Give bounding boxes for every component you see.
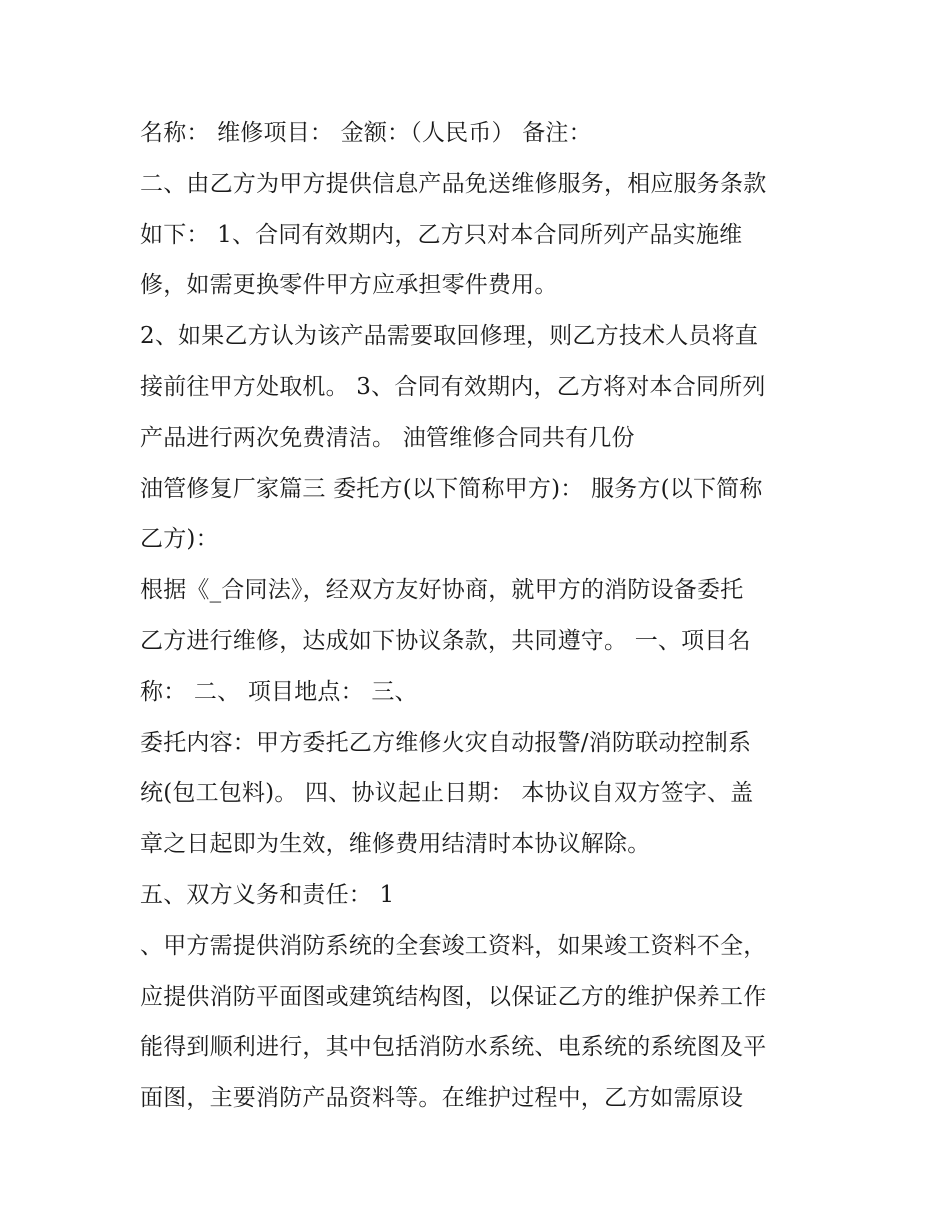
text-line: 二、由乙方为甲方提供信息产品免送维修服务，相应服务条款	[140, 170, 767, 197]
text-line: 油管修复厂家篇三 委托方(以下简称甲方)： 服务方(以下简称	[140, 475, 763, 502]
text-line: 乙方)：	[140, 526, 219, 553]
text-line: 如下： 1、合同有效期内，乙方只对本合同所列产品实施维	[140, 221, 743, 248]
text-line: 能得到顺利进行，其中包括消防水系统、电系统的系统图及平	[140, 1034, 767, 1061]
text-line: 章之日起即为生效，维修费用结清时本协议解除。	[140, 831, 651, 858]
text-line: 五、双方义务和责任： 1	[140, 881, 395, 908]
text-line: 修，如需更换零件甲方应承担零件费用。	[140, 272, 558, 299]
text-line: 乙方进行维修，达成如下协议条款，共同遵守。 一、项目名	[140, 627, 751, 654]
text-line: 面图，主要消防产品资料等。在维护过程中，乙方如需原设	[140, 1085, 744, 1112]
text-line: 称： 二、 项目地点： 三、	[140, 678, 418, 705]
text-line: 名称： 维修项目： 金额：（人民币） 备注：	[140, 120, 592, 146]
text-line: 统(包工包料)。 四、协议起止日期： 本协议自双方签字、盖	[140, 780, 754, 807]
text-line: 产品进行两次免费清洁。 油管维修合同共有几份	[140, 424, 635, 451]
text-line: 、甲方需提供消防系统的全套竣工资料，如果竣工资料不全，	[140, 932, 767, 959]
text-line: 应提供消防平面图或建筑结构图，以保证乙方的维护保养工作	[140, 983, 767, 1010]
text-line: 2、如果乙方认为该产品需要取回修理，则乙方技术人员将直	[140, 323, 759, 350]
text-line: 委托内容：甲方委托乙方维修火灾自动报警/消防联动控制系	[140, 729, 752, 756]
text-line: 接前往甲方处取机。 3、合同有效期内，乙方将对本合同所列	[140, 373, 766, 400]
text-line: 根据《_合同法》，经双方友好协商，就甲方的消防设备委托	[140, 577, 744, 604]
document-body	[140, 108, 820, 1124]
